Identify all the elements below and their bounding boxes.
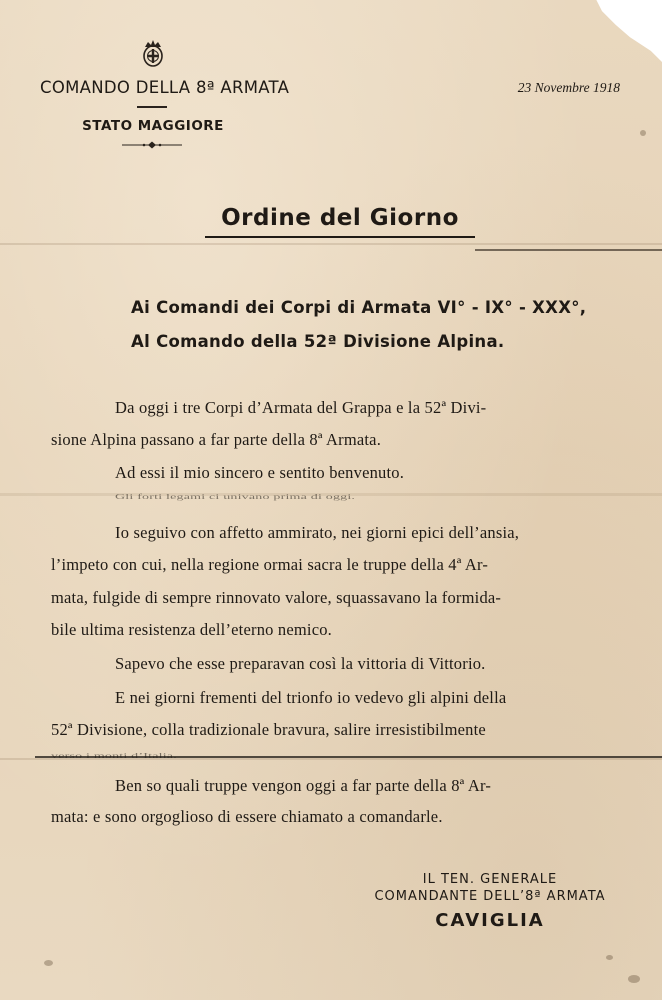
paper-stain xyxy=(606,955,613,960)
savoy-crown-emblem-icon xyxy=(139,38,167,68)
signatory-rank: IL TEN. GENERALE xyxy=(422,872,558,887)
document-date: 23 Novembre 1918 xyxy=(517,80,620,95)
body-line: Ad essi il mio sincero e sentito benvenuto. xyxy=(115,463,405,482)
body-line: 52ª Divisione, colla tradizionale bravura, salire irresistibilmente xyxy=(51,720,486,739)
body-line: Ben so quali truppe vengon oggi a far parte della 8ª Ar- xyxy=(115,776,492,795)
body-line: Da oggi i tre Corpi d’Armata del Grappa e la 52ª Divi- xyxy=(115,398,487,417)
ornament-divider-icon xyxy=(120,140,184,150)
body-line: mata, fulgide di sempre rinnovato valore, squassavano la formida- xyxy=(51,588,502,607)
body-line: sione Alpina passano a far parte della 8ª Armata. xyxy=(51,430,382,449)
torn-corner xyxy=(582,0,662,62)
paper-fold xyxy=(0,243,662,245)
issuing-command: COMANDO DELLA 8ª ARMATA xyxy=(40,78,290,97)
paper-stain xyxy=(640,130,646,136)
issuing-office: STATO MAGGIORE xyxy=(82,118,224,134)
paper-stain xyxy=(44,960,53,966)
header-divider xyxy=(137,106,167,108)
body-line-faded: Gli forti legami ci univano prima di oggi. xyxy=(115,493,356,502)
body-line: l’impeto con cui, nella regione ormai sacra le truppe della 4ª Ar- xyxy=(51,555,489,574)
title-rule-extension xyxy=(475,249,662,251)
document-title: Ordine del Giorno xyxy=(221,205,459,231)
body-line: mata: e sono orgoglioso di essere chiamato a comandarle. xyxy=(51,807,443,826)
body-line: E nei giorni frementi del trionfo io vedevo gli alpini della xyxy=(115,688,507,707)
body-line: bile ultima resistenza dell’eterno nemico. xyxy=(51,620,333,639)
addressee-line: Al Comando della 52ª Divisione Alpina. xyxy=(131,332,505,351)
signatory-role: COMANDANTE DELL’8ª ARMATA xyxy=(374,889,606,904)
addressee-line: Ai Comandi dei Corpi di Armata VI° - IX° - XXX°, xyxy=(131,298,587,317)
title-underline xyxy=(205,236,475,238)
body-line: Io seguivo con affetto ammirato, nei giorni epici dell’ansia, xyxy=(115,523,520,542)
fold-tear-line xyxy=(35,756,662,758)
body-line: Sapevo che esse preparavan così la vittoria di Vittorio. xyxy=(115,654,486,673)
paper-stain xyxy=(628,975,640,983)
signatory-name: CAVIGLIA xyxy=(435,910,545,931)
